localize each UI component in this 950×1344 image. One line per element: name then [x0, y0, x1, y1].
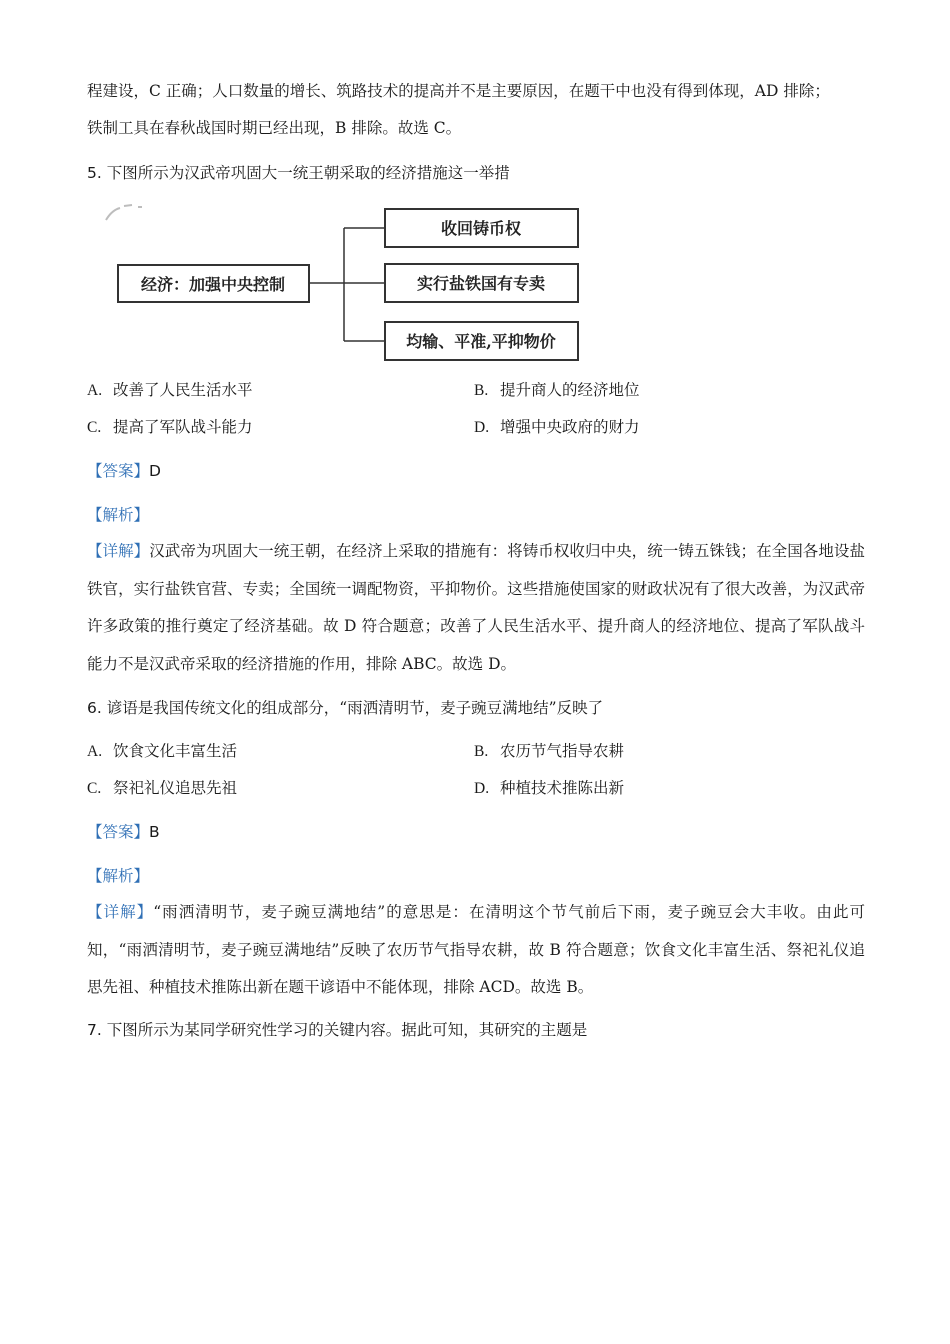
- q5-option-a: [87, 379, 253, 402]
- q6-detail-text: “雨洒清明节，麦子豌豆满地结”的意思是：在清明这个节气前后下雨，麦子豌豆会大丰收。由此可知，“雨洒清明节，麦子豌豆满地结”反映了农历节气指导农耕，故 B 符合题意；饮食文化丰富生活、祭祀礼仪追思先祖、种植技术推陈出新在题干谚语中不能体现，排除 ACD。故选 B。: [87, 903, 865, 996]
- q6-option-b: [474, 740, 624, 763]
- q6-answer-value: B: [149, 823, 160, 841]
- q5-option-b: [474, 379, 640, 402]
- q6-option-d-letter: D.: [474, 780, 490, 797]
- scan-mark: [106, 205, 142, 220]
- q6-option-b-text: 农历节气指导农耕: [500, 742, 625, 760]
- q5-option-d-text: 增强中央政府的财力: [500, 418, 640, 436]
- q7-stem: [87, 1019, 587, 1041]
- q6-option-c-text: 祭祀礼仪追思先祖: [113, 779, 238, 797]
- q5-number: 5.: [87, 164, 102, 182]
- q6-analysis-tag: 【解析】: [87, 867, 150, 885]
- q6-stem: [87, 697, 603, 719]
- q5-option-b-letter: B.: [474, 382, 489, 399]
- q5-answer: [87, 460, 161, 482]
- q5-branch-label-2: 实行盐铁国有专卖: [416, 274, 546, 293]
- q6-option-a: [87, 740, 237, 763]
- q6-number: 6.: [87, 699, 102, 717]
- q6-answer: [87, 821, 160, 843]
- q6-stem-text: 谚语是我国传统文化的组成部分，“雨洒清明节，麦子豌豆满地结”反映了: [106, 699, 604, 717]
- q5-detail-tag: 【详解】: [87, 542, 150, 560]
- q5-stem-text: 下图所示为汉武帝巩固大一统王朝采取的经济措施这一举措: [106, 164, 510, 182]
- q6-option-a-text: 饮食文化丰富生活: [113, 742, 238, 760]
- q5-option-c: [87, 416, 253, 439]
- intro-line-2: 铁制工具在春秋战国时期已经出现，B 排除。故选 C。: [87, 119, 462, 137]
- q5-branch-label-3: 均输、平准,平抑物价: [406, 332, 556, 351]
- q5-option-c-letter: C.: [87, 419, 102, 436]
- q6-option-d-text: 种植技术推陈出新: [500, 779, 625, 797]
- q5-option-a-letter: A.: [87, 382, 103, 399]
- q6-option-d: [474, 777, 624, 800]
- q6-detail-tag: 【详解】: [87, 903, 154, 921]
- q6-option-c: [87, 777, 237, 800]
- q5-option-b-text: 提升商人的经济地位: [500, 381, 640, 399]
- q5-option-c-text: 提高了军队战斗能力: [113, 418, 253, 436]
- q5-stem: [87, 162, 510, 184]
- q5-answer-tag: 【答案】: [87, 462, 150, 480]
- q5-analysis-tag: 【解析】: [87, 506, 150, 524]
- q6-option-c-letter: C.: [87, 780, 102, 797]
- q5-detail-text: 汉武帝为巩固大一统王朝，在经济上采取的措施有：将铸币权收归中央，统一铸五铢钱；在全国各地设盐铁官，实行盐铁官营、专卖；全国统一调配物资，平抑物价。这些措施使国家的财政状况有了很大改善，为汉武帝许多政策的推行奠定了经济基础。故 D 符合题意；改善了人民生活水平、提升商人的经济地位、提高了军队战斗能力不是汉武帝采取的经济措施的作用，排除 ABC。故选 D。: [87, 542, 865, 673]
- q6-option-a-letter: A.: [87, 743, 103, 760]
- q5-detail: [87, 533, 865, 683]
- q6-option-b-letter: B.: [474, 743, 489, 760]
- q7-number: 7.: [87, 1021, 102, 1039]
- q5-answer-value: D: [149, 462, 161, 480]
- q5-diagram: [100, 198, 600, 368]
- q5-option-a-text: 改善了人民生活水平: [113, 381, 253, 399]
- q7-stem-text: 下图所示为某同学研究性学习的关键内容。据此可知，其研究的主题是: [106, 1021, 588, 1039]
- q5-option-d: [474, 416, 640, 439]
- q5-branch-label-1: 收回铸币权: [440, 219, 522, 238]
- q6-detail: [87, 894, 865, 1007]
- q5-option-d-letter: D.: [474, 419, 490, 436]
- q5-root-label: 经济：加强中央控制: [140, 275, 286, 294]
- intro-line-1: 程建设，C 正确；人口数量的增长、筑路技术的提高并不是主要原因，在题干中也没有得到体现，AD 排除；: [87, 82, 830, 100]
- q6-answer-tag: 【答案】: [87, 823, 150, 841]
